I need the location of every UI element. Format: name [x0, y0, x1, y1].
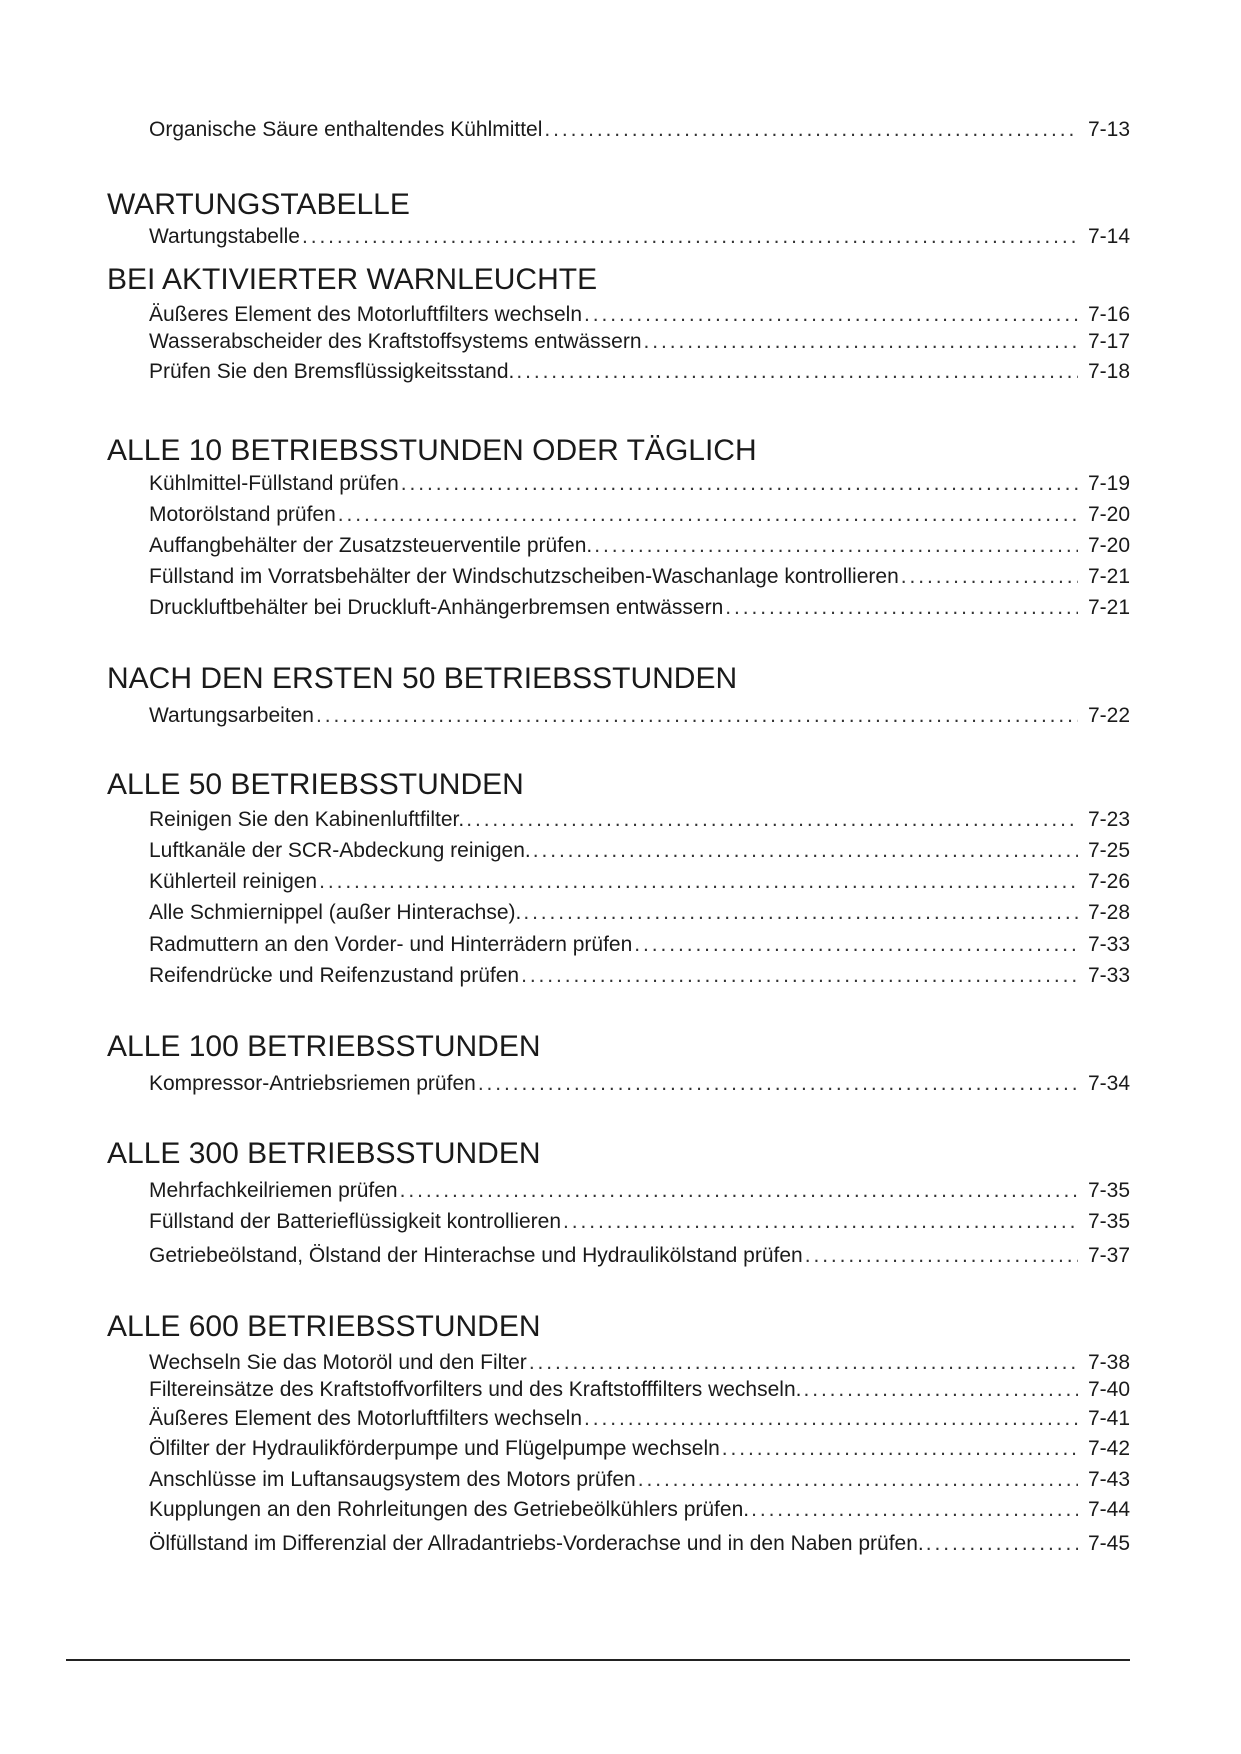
toc-entry-label: Auffangbehälter der Zusatzsteuerventile prüfen. — [149, 534, 593, 557]
toc-entry-page: 7-21 — [1087, 565, 1130, 588]
toc-entry-label: Radmuttern an den Vorder- und Hinterrädern prüfen — [149, 933, 633, 956]
toc-entry-label: Kompressor-Antriebsriemen prüfen — [149, 1072, 476, 1095]
toc-entry-label: Füllstand im Vorratsbehälter der Windschutzscheiben-Waschanlage kontrollieren — [149, 565, 899, 588]
toc-entry-label: Luftkanäle der SCR-Abdeckung reinigen. — [149, 839, 531, 862]
leader-dots — [584, 302, 1078, 328]
toc-entry-label: Äußeres Element des Motorluftfilters wechseln — [149, 303, 583, 326]
toc-entry-page: 7-22 — [1087, 704, 1130, 727]
leader-dots — [521, 963, 1078, 989]
toc-entry-page: 7-25 — [1087, 839, 1130, 862]
section-title: BEI AKTIVIERTER WARNLEUCHTE — [107, 263, 598, 296]
leader-dots — [319, 869, 1078, 895]
leader-dots — [401, 471, 1078, 497]
section-title: ALLE 300 BETRIEBSSTUNDEN — [107, 1137, 541, 1170]
toc-entry[interactable] — [149, 533, 1130, 559]
toc-entry-label: Kühlerteil reinigen — [149, 870, 318, 893]
toc-entry-label: Reinigen Sie den Kabinenluftfilter. — [149, 808, 465, 831]
toc-entry[interactable] — [149, 1467, 1130, 1493]
toc-entry-page: 7-38 — [1087, 1351, 1130, 1374]
toc-entry[interactable] — [149, 1531, 1130, 1557]
toc-entry-page: 7-37 — [1087, 1244, 1130, 1267]
toc-entry-page: 7-23 — [1087, 808, 1130, 831]
leader-dots — [563, 1209, 1078, 1235]
leader-dots — [722, 1436, 1078, 1462]
section-title: ALLE 100 BETRIEBSSTUNDEN — [107, 1030, 541, 1063]
toc-entry-label: Organische Säure enthaltendes Kühlmittel — [149, 118, 543, 141]
toc-entry-label: Reifendrücke und Reifenzustand prüfen — [149, 964, 520, 987]
toc-entry[interactable] — [149, 329, 1130, 355]
leader-dots — [338, 502, 1078, 528]
leader-dots — [523, 900, 1078, 926]
toc-entry[interactable] — [149, 302, 1130, 328]
leader-dots — [751, 1497, 1078, 1523]
toc-entry-page: 7-33 — [1087, 964, 1130, 987]
leader-dots — [638, 1467, 1078, 1493]
toc-entry[interactable] — [149, 1406, 1130, 1432]
toc-entry-page: 7-17 — [1087, 330, 1130, 353]
toc-entry-page: 7-35 — [1087, 1179, 1130, 1202]
toc-entry-page: 7-14 — [1087, 225, 1130, 248]
leader-dots — [584, 1406, 1078, 1432]
toc-entry-label: Motorölstand prüfen — [149, 503, 336, 526]
leader-dots — [478, 1071, 1078, 1097]
toc-entry[interactable] — [149, 1243, 1130, 1269]
leader-dots — [516, 359, 1078, 385]
toc-entry-page: 7-43 — [1087, 1468, 1130, 1491]
toc-entry[interactable] — [149, 869, 1130, 895]
toc-entry-label: Füllstand der Batterieflüssigkeit kontrollieren — [149, 1210, 562, 1233]
toc-entry-label: Kühlmittel-Füllstand prüfen — [149, 472, 399, 495]
toc-entry-page: 7-40 — [1087, 1378, 1130, 1401]
toc-entry[interactable] — [149, 900, 1130, 926]
toc-entry-page: 7-19 — [1087, 472, 1130, 495]
toc-entry-page: 7-35 — [1087, 1210, 1130, 1233]
toc-entry[interactable] — [149, 564, 1130, 590]
toc-entry[interactable] — [149, 807, 1130, 833]
toc-entry[interactable] — [149, 1497, 1130, 1523]
toc-entry[interactable] — [149, 1178, 1130, 1204]
toc-entry-label: Wartungsarbeiten — [149, 704, 314, 727]
leader-dots — [594, 533, 1078, 559]
leader-dots — [901, 564, 1078, 590]
toc-entry-label: Wartungstabelle — [149, 225, 300, 248]
leader-dots — [316, 703, 1078, 729]
leader-dots — [466, 807, 1078, 833]
toc-entry[interactable] — [149, 932, 1130, 958]
toc-entry[interactable] — [149, 471, 1130, 497]
toc-entry-page: 7-26 — [1087, 870, 1130, 893]
footer-divider — [66, 1659, 1130, 1661]
toc-entry[interactable] — [149, 502, 1130, 528]
toc-entry[interactable] — [149, 224, 1130, 250]
toc-entry-page: 7-20 — [1087, 503, 1130, 526]
toc-entry[interactable] — [149, 1350, 1130, 1376]
toc-entry-page: 7-44 — [1087, 1498, 1130, 1521]
toc-entry[interactable] — [149, 1436, 1130, 1462]
toc-entry[interactable] — [149, 1209, 1130, 1235]
toc-entry-label: Kupplungen an den Rohrleitungen des Getriebeölkühlers prüfen. — [149, 1498, 750, 1521]
toc-entry-label: Ölfüllstand im Differenzial der Allradantriebs-Vorderachse und in den Naben prüfen. — [149, 1532, 924, 1555]
toc-entry[interactable] — [149, 1377, 1130, 1403]
toc-entry-page: 7-42 — [1087, 1437, 1130, 1460]
toc-entry-label: Alle Schmiernippel (außer Hinterachse). — [149, 901, 522, 924]
toc-entry-page: 7-20 — [1087, 534, 1130, 557]
leader-dots — [400, 1178, 1078, 1204]
toc-entry-label: Druckluftbehälter bei Druckluft-Anhängerbremsen entwässern — [149, 596, 724, 619]
toc-entry-label: Filtereinsätze des Kraftstoffvorfilters und des Kraftstofffilters wechseln. — [149, 1378, 802, 1401]
toc-entry-label: Wasserabscheider des Kraftstoffsystems entwässern — [149, 330, 642, 353]
leader-dots — [926, 1531, 1078, 1557]
leader-dots — [644, 329, 1078, 355]
toc-entry-page: 7-21 — [1087, 596, 1130, 619]
leader-dots — [302, 224, 1078, 250]
section-title: ALLE 10 BETRIEBSSTUNDEN ODER TÄGLICH — [107, 434, 757, 467]
toc-entry[interactable] — [149, 703, 1130, 729]
section-title: WARTUNGSTABELLE — [107, 188, 410, 221]
toc-entry-page: 7-13 — [1087, 118, 1130, 141]
toc-entry-label: Mehrfachkeilriemen prüfen — [149, 1179, 398, 1202]
toc-entry[interactable] — [149, 963, 1130, 989]
toc-entry-label: Anschlüsse im Luftansaugsystem des Motors prüfen — [149, 1468, 636, 1491]
toc-entry[interactable] — [149, 838, 1130, 864]
toc-entry[interactable] — [149, 359, 1130, 385]
toc-entry-page: 7-28 — [1087, 901, 1130, 924]
toc-entry-page: 7-18 — [1087, 360, 1130, 383]
toc-entry[interactable] — [149, 1071, 1130, 1097]
toc-entry-label: Prüfen Sie den Bremsflüssigkeitsstand. — [149, 360, 515, 383]
toc-entry-label: Wechseln Sie das Motoröl und den Filter — [149, 1351, 527, 1374]
leader-dots — [544, 117, 1078, 143]
section-title: ALLE 50 BETRIEBSSTUNDEN — [107, 768, 524, 801]
leader-dots — [803, 1377, 1078, 1403]
toc-entry-page: 7-34 — [1087, 1072, 1130, 1095]
toc-entry-page: 7-41 — [1087, 1407, 1130, 1430]
toc-entry-label: Äußeres Element des Motorluftfilters wechseln — [149, 1407, 583, 1430]
toc-entry-page: 7-16 — [1087, 303, 1130, 326]
leader-dots — [533, 838, 1078, 864]
leader-dots — [725, 595, 1078, 621]
toc-entry-label: Getriebeölstand, Ölstand der Hinterachse und Hydraulikölstand prüfen — [149, 1244, 803, 1267]
toc-entry-page: 7-45 — [1087, 1532, 1130, 1555]
toc-entry[interactable] — [149, 595, 1130, 621]
leader-dots — [529, 1350, 1078, 1376]
section-title: NACH DEN ERSTEN 50 BETRIEBSSTUNDEN — [107, 662, 738, 695]
toc-entry-page: 7-33 — [1087, 933, 1130, 956]
section-title: ALLE 600 BETRIEBSSTUNDEN — [107, 1310, 541, 1343]
leader-dots — [634, 932, 1078, 958]
toc-entry-label: Ölfilter der Hydraulikförderpumpe und Flügelpumpe wechseln — [149, 1437, 720, 1460]
toc-entry[interactable] — [149, 117, 1130, 143]
leader-dots — [805, 1243, 1078, 1269]
